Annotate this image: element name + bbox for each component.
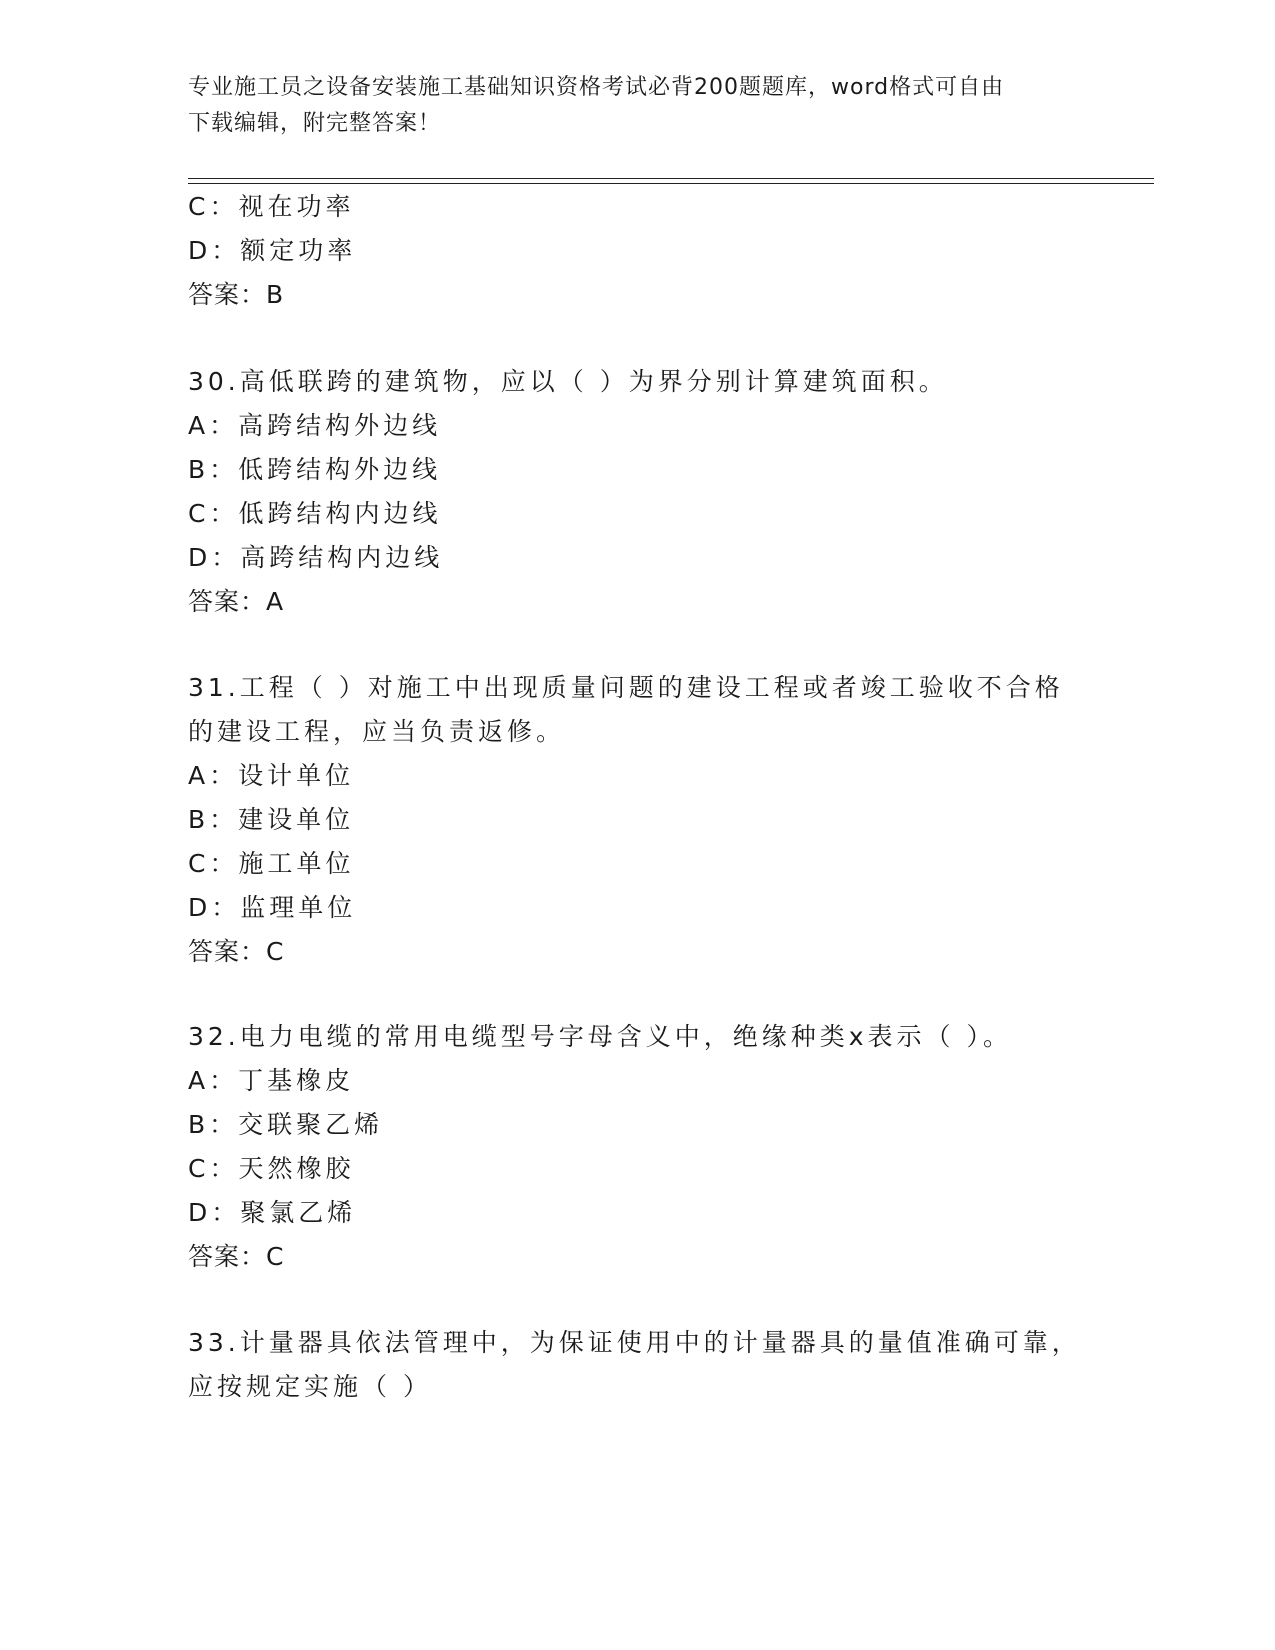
question-30-option-a: A：高跨结构外边线 — [188, 411, 442, 440]
question-30-answer: 答案：A — [188, 587, 285, 616]
document-header — [188, 70, 1068, 142]
question-31-stem-line-2: 的建设工程，应当负责返修。 — [188, 717, 566, 746]
prev-option-d: D：额定功率 — [188, 236, 357, 265]
header-line-1: 专业施工员之设备安装施工基础知识资格考试必背200题题库，word格式可自由 — [188, 75, 1005, 100]
question-31-answer: 答案：C — [188, 937, 285, 966]
question-31-option-d: D：监理单位 — [188, 893, 357, 922]
question-30-stem: 30.高低联跨的建筑物，应以（ ）为界分别计算建筑面积。 — [188, 367, 948, 396]
question-31-option-b: B：建设单位 — [188, 805, 355, 834]
question-32-option-c: C：天然橡胶 — [188, 1154, 355, 1183]
question-32-stem: 32.电力电缆的常用电缆型号字母含义中，绝缘种类x表示（ ）。 — [188, 1022, 1013, 1051]
question-30-option-d: D：高跨结构内边线 — [188, 543, 444, 572]
question-33-stem-line-1: 33.计量器具依法管理中，为保证使用中的计量器具的量值准确可靠， — [188, 1328, 1081, 1357]
header-divider-bottom — [188, 183, 1154, 184]
prev-answer: 答案：B — [188, 280, 285, 309]
prev-option-c: C：视在功率 — [188, 192, 355, 221]
header-line-2: 下载编辑，附完整答案！ — [188, 111, 442, 136]
header-divider-top — [188, 178, 1154, 179]
question-30-option-b: B：低跨结构外边线 — [188, 455, 442, 484]
question-32-option-a: A：丁基橡皮 — [188, 1066, 355, 1095]
question-31-option-c: C：施工单位 — [188, 849, 355, 878]
question-33-stem-line-2: 应按规定实施（ ） — [188, 1372, 432, 1401]
question-31-option-a: A：设计单位 — [188, 761, 355, 790]
question-32-option-b: B：交联聚乙烯 — [188, 1110, 384, 1139]
question-32-answer: 答案：C — [188, 1242, 285, 1271]
question-30-option-c: C：低跨结构内边线 — [188, 499, 442, 528]
question-32-option-d: D：聚氯乙烯 — [188, 1198, 357, 1227]
question-31-stem-line-1: 31.工程（ ）对施工中出现质量问题的建设工程或者竣工验收不合格 — [188, 673, 1064, 702]
